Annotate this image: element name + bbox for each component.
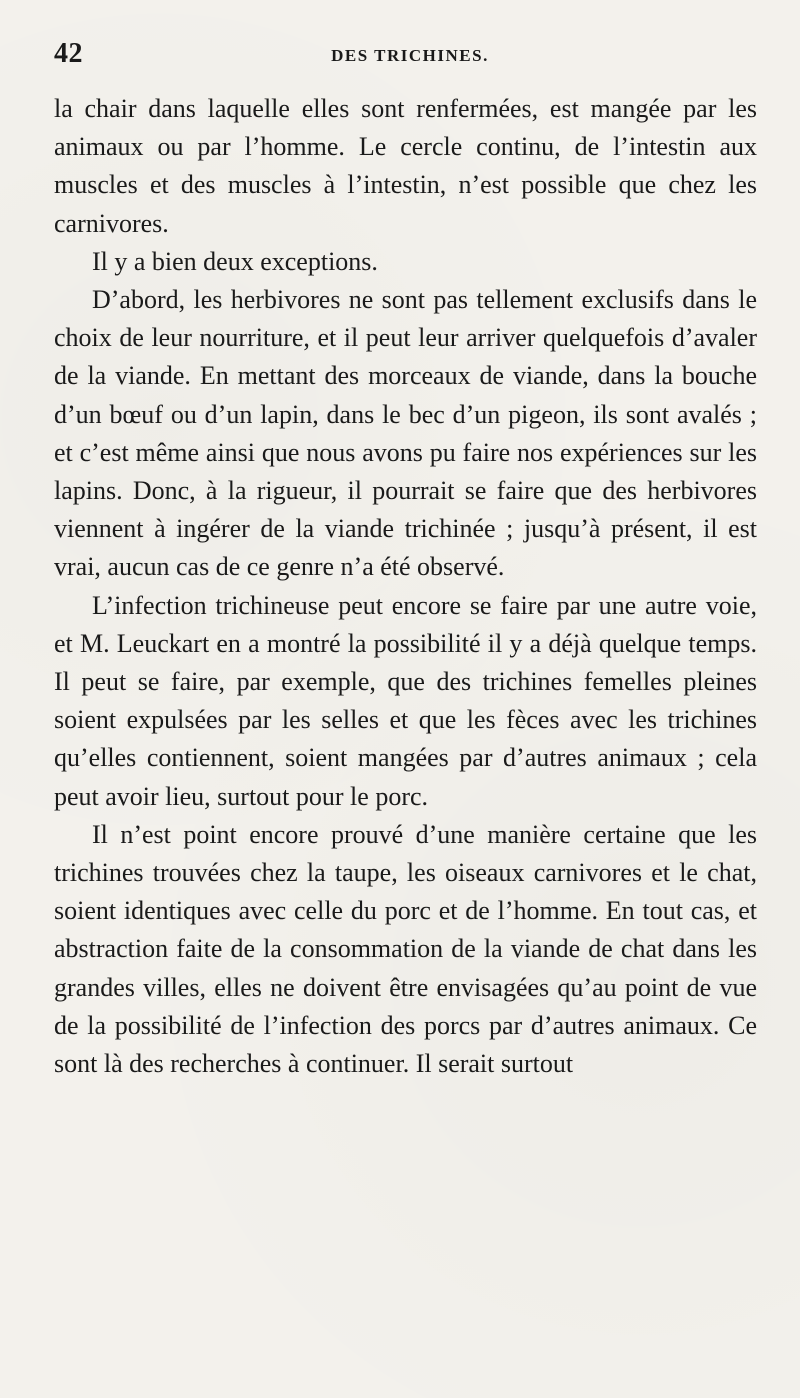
paragraph-herbivores: D’abord, les herbivores ne sont pas tellement exclusifs dans le choix de leur nourriture, et il peut leur arriver quelquefois d’avaler de la viande. En mettant des morceaux de viande, dans la bouche d’un bœuf ou d’un lapin, dans le bec d’un pigeon, ils sont avalés ; et c’est même ainsi que nous avons pu faire nos expériences sur les lapins. Donc, à la rigueur, il pourrait se faire que des herbivores viennent à ingérer de la viande trichinée ; jusqu’à présent, il est vrai, aucun cas de ce genre n’a été observé. [54, 285, 757, 582]
page-number: 42 [54, 38, 83, 69]
body-text [54, 90, 757, 1083]
paragraph-continuation: la chair dans laquelle elles sont renfermées, est mangée par les animaux ou par l’homme. Le cercle continu, de l’intestin aux muscles et des muscles à l’intestin, n’est possible que chez les carnivores. [54, 94, 757, 238]
paragraph-infection-route: L’infection trichineuse peut encore se faire par une autre voie, et M. Leuckart en a montré la possibilité il y a déjà quelque temps. Il peut se faire, par exemple, que des trichines femelles pleines soient expulsées par les selles et que les fèces avec les trichines qu’elles contiennent, soient mangées par d’autres animaux ; cela peut avoir lieu, surtout pour le porc. [54, 590, 757, 811]
running-title: DES TRICHINES. [331, 46, 489, 65]
paragraph-identity: Il n’est point encore prouvé d’une manière certaine que les trichines trouvées chez la taupe, les oiseaux carnivores et le chat, soient identiques avec celle du porc et de l’homme. En tout cas, et abstraction faite de la consommation de la viande de chat dans les grandes villes, elles ne doivent être envisagées qu’au point de vue de la possibilité de l’infection des porcs par d’autres animaux. Ce sont là des recherches à continuer. Il serait surtout [54, 819, 757, 1079]
running-head [54, 38, 756, 78]
paragraph-exceptions: Il y a bien deux exceptions. [92, 246, 378, 276]
